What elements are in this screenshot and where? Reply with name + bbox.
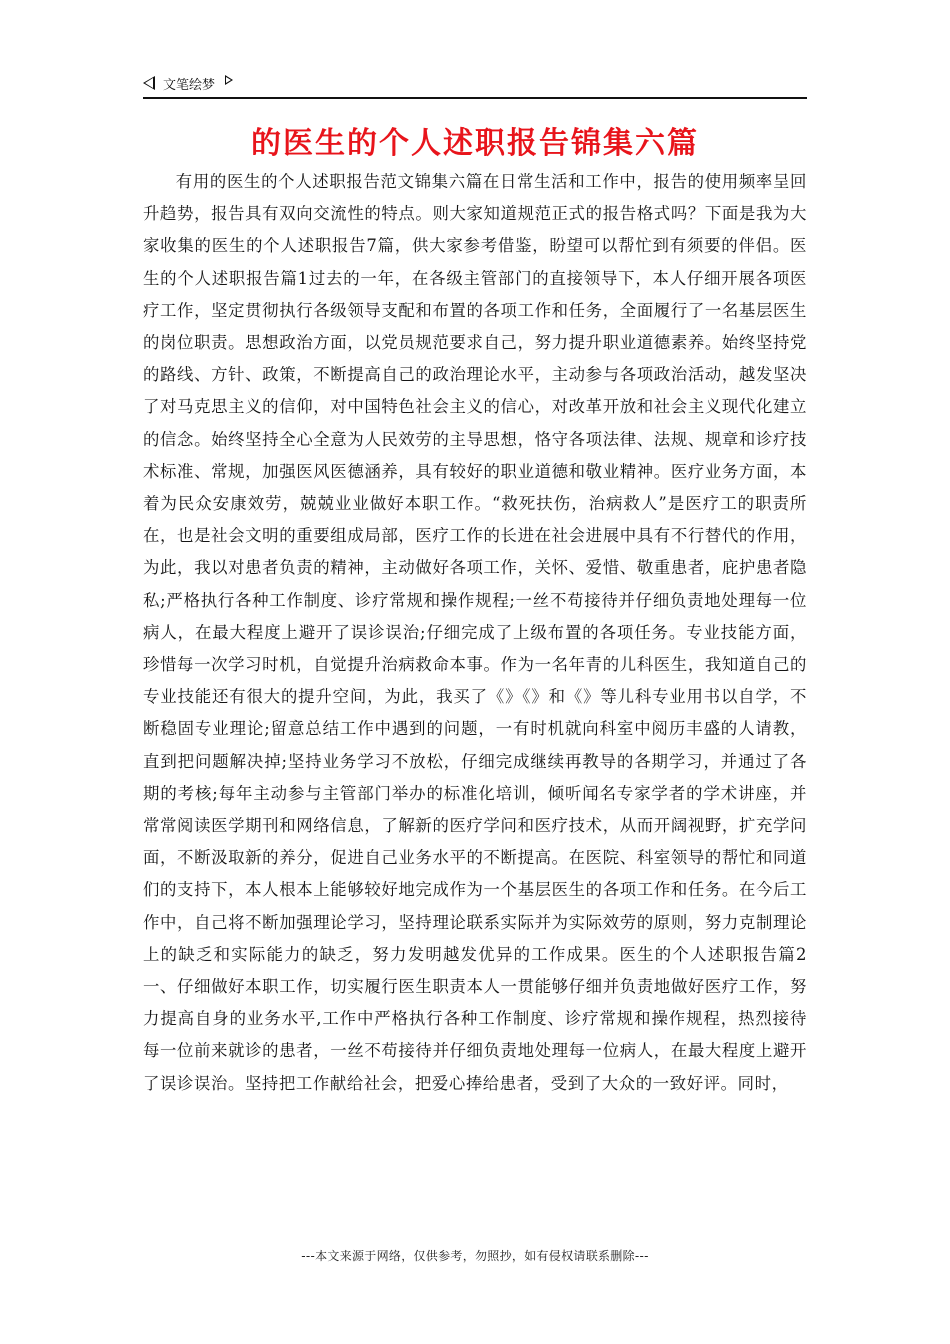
document-body: 有用的医生的个人述职报告范文锦集六篇在日常生活和工作中，报告的使用频率呈回升趋势，报告具有双向交流性的特点。则大家知道规范正式的报告格式吗？下面是我为大家收集的医生的个人述职报告7篇，供大家参考借鉴，盼望可以帮忙到有须要的伴侣。医生的个人述职报告篇1过去的一年，在各级主管部门的直接领导下，本人仔细开展各项医疗工作，坚定贯彻执行各级领导支配和布置的各项工作和任务，全面履行了一名基层医生的岗位职责。思想政治方面，以党员规范要求自己，努力提升职业道德素养。始终坚持党的路线、方针、政策，不断提高自己的政治理论水平，主动参与各项政治活动，越发坚决了对马克思主义的信仰，对中国特色社会主义的信心，对改革开放和社会主义现代化建立的信念。始终坚持全心全意为人民效劳的主导思想，恪守各项法律、法规、规章和诊疗技术标准、常规，加强医风医德涵养，具有较好的职业道德和敬业精神。医疗业务方面，本着为民众安康效劳，兢兢业业做好本职工作。“救死扶伤，治病救人”是医疗工的职责所在，也是社会文明的重要组成局部，医疗工作的长进在社会进展中具有不行替代的作用，为此，我以对患者负责的精神，主动做好各项工作，关怀、爱惜、敬重患者，庇护患者隐私;严格执行各种工作制度、诊疗常规和操作规程;一丝不苟接待并仔细负责地处理每一位病人，在最大程度上避开了误诊误治;仔细完成了上级布置的各项任务。专业技能方面，珍惜每一次学习时机，自觉提升治病救命本事。作为一名年青的儿科医生，我知道自己的专业技能还有很大的提升空间，为此，我买了《》《》和《》等儿科专业用书以自学，不断稳固专业理论;留意总结工作中遇到的问题，一有时机就向科室中阅历丰盛的人请教，直到把问题解决掉;坚持业务学习不放松，仔细完成继续再教导的各期学习，并通过了各期的考核;每年主动参与主管部门举办的标准化培训，倾听闻名专家学者的学术讲座，并常常阅读医学期刊和网络信息，了解新的医疗学问和医疗技术，从而开阔视野，扩充学问面，不断汲取新的养分，促进自己业务水平的不断提高。在医院、科室领导的帮忙和同道们的支持下，本人根本上能够较好地完成作为一个基层医生的各项工作和任务。在今后工作中，自己将不断加强理论学习，坚持理论联系实际并为实际效劳的原则，努力克制理论上的缺乏和实际能力的缺乏，努力发明越发优异的工作成果。医生的个人述职报告篇2一、仔细做好本职工作，切实履行医生职责本人一贯能够仔细并负责地做好医疗工作，努力提高自身的业务水平,工作中严格执行各种工作制度、诊疗常规和操作规程，热烈接待每一位前来就诊的患者，一丝不苟接待并仔细负责地处理每一位病人，在最大程度上避开了误诊误治。坚持把工作献给社会，把爱心捧给患者，受到了大众的一致好评。同时，: [143, 172, 807, 1093]
brand-label: 文笔绘梦: [163, 77, 216, 93]
footer-notice: ---本文来源于网络，仅供参考，勿照抄，如有侵权请联系删除---: [301, 1249, 649, 1263]
header-divider: [143, 97, 807, 99]
page-header: [143, 70, 807, 96]
document-title: 的医生的个人述职报告锦集六篇: [251, 126, 699, 161]
triangle-left-icon: [143, 76, 155, 90]
triangle-right-icon: [225, 75, 233, 85]
